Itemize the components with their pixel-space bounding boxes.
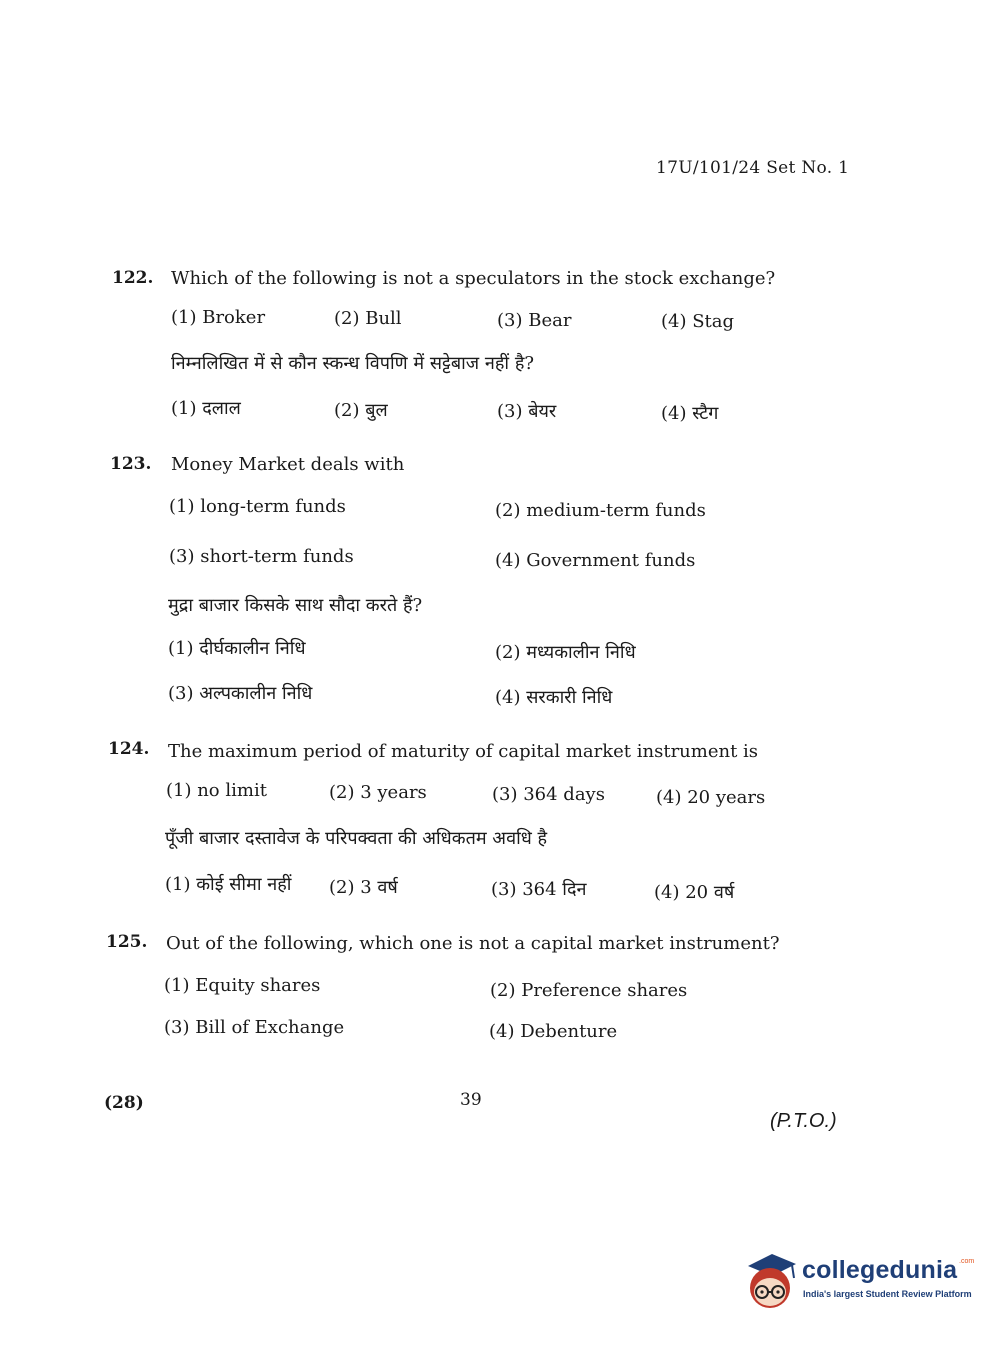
brand-tagline: India's largest Student Review Platform [803, 1289, 972, 1299]
question-number: 124. [108, 739, 150, 759]
question-text-hindi: मुद्रा बाजार किसके साथ सौदा करते हैं? [168, 595, 423, 616]
option: (1) no limit [166, 780, 267, 801]
mascot-icon [742, 1248, 800, 1314]
option: (2) Preference shares [490, 980, 688, 1001]
option: (4) Stag [661, 311, 735, 332]
question-number: 123. [110, 454, 152, 474]
option: (3) 364 days [492, 784, 605, 805]
set-code: 17U/101/24 Set No. 1 [656, 158, 850, 178]
page-number: 39 [460, 1090, 482, 1110]
pto-note: (P.T.O.) [770, 1110, 837, 1132]
option: (3) Bill of Exchange [164, 1017, 345, 1038]
option: (4) Government funds [495, 550, 696, 571]
option: (1) Equity shares [164, 975, 321, 996]
option-hindi: (1) दलाल [171, 398, 241, 419]
option-hindi: (3) बेयर [497, 401, 557, 422]
brand-suffix: .com [959, 1258, 975, 1265]
option-hindi: (3) अल्पकालीन निधि [168, 683, 313, 704]
option: (3) short-term funds [169, 546, 354, 567]
option-hindi: (3) 364 दिन [491, 879, 587, 900]
question-text: Out of the following, which one is not a capital market instrument? [166, 933, 780, 954]
collegedunia-watermark [742, 1248, 975, 1316]
option: (4) 20 years [656, 787, 766, 808]
question-text: Money Market deals with [171, 454, 405, 475]
option-hindi: (4) सरकारी निधि [495, 687, 613, 708]
question-text-hindi: निम्नलिखित में से कौन स्कन्ध विपणि में सट्टेबाज नहीं है? [171, 353, 535, 374]
option: (2) 3 years [329, 782, 427, 803]
option-hindi: (4) 20 वर्ष [654, 882, 735, 903]
option-hindi: (2) मध्यकालीन निधि [495, 642, 636, 663]
option: (3) Bear [497, 310, 572, 331]
option-hindi: (1) कोई सीमा नहीं [165, 874, 292, 895]
question-text: The maximum period of maturity of capital market instrument is [168, 741, 759, 762]
question-number: 122. [112, 268, 154, 288]
option-hindi: (1) दीर्घकालीन निधि [168, 638, 306, 659]
question-text-hindi: पूँजी बाजार दस्तावेज के परिपक्वता की अधिकतम अवधि है [165, 828, 548, 849]
option-hindi: (2) 3 वर्ष [329, 877, 398, 898]
option-hindi: (2) बुल [334, 400, 388, 421]
option: (2) Bull [334, 308, 402, 329]
option: (1) long-term funds [169, 496, 346, 517]
question-text: Which of the following is not a speculators in the stock exchange? [171, 268, 776, 289]
option: (2) medium-term funds [495, 500, 706, 521]
brand-name: collegedunia [802, 1256, 958, 1284]
footer-left: (28) [104, 1093, 144, 1113]
option: (1) Broker [171, 307, 266, 328]
option-hindi: (4) स्टैग [661, 403, 719, 424]
option: (4) Debenture [489, 1021, 618, 1042]
question-number: 125. [106, 932, 148, 952]
